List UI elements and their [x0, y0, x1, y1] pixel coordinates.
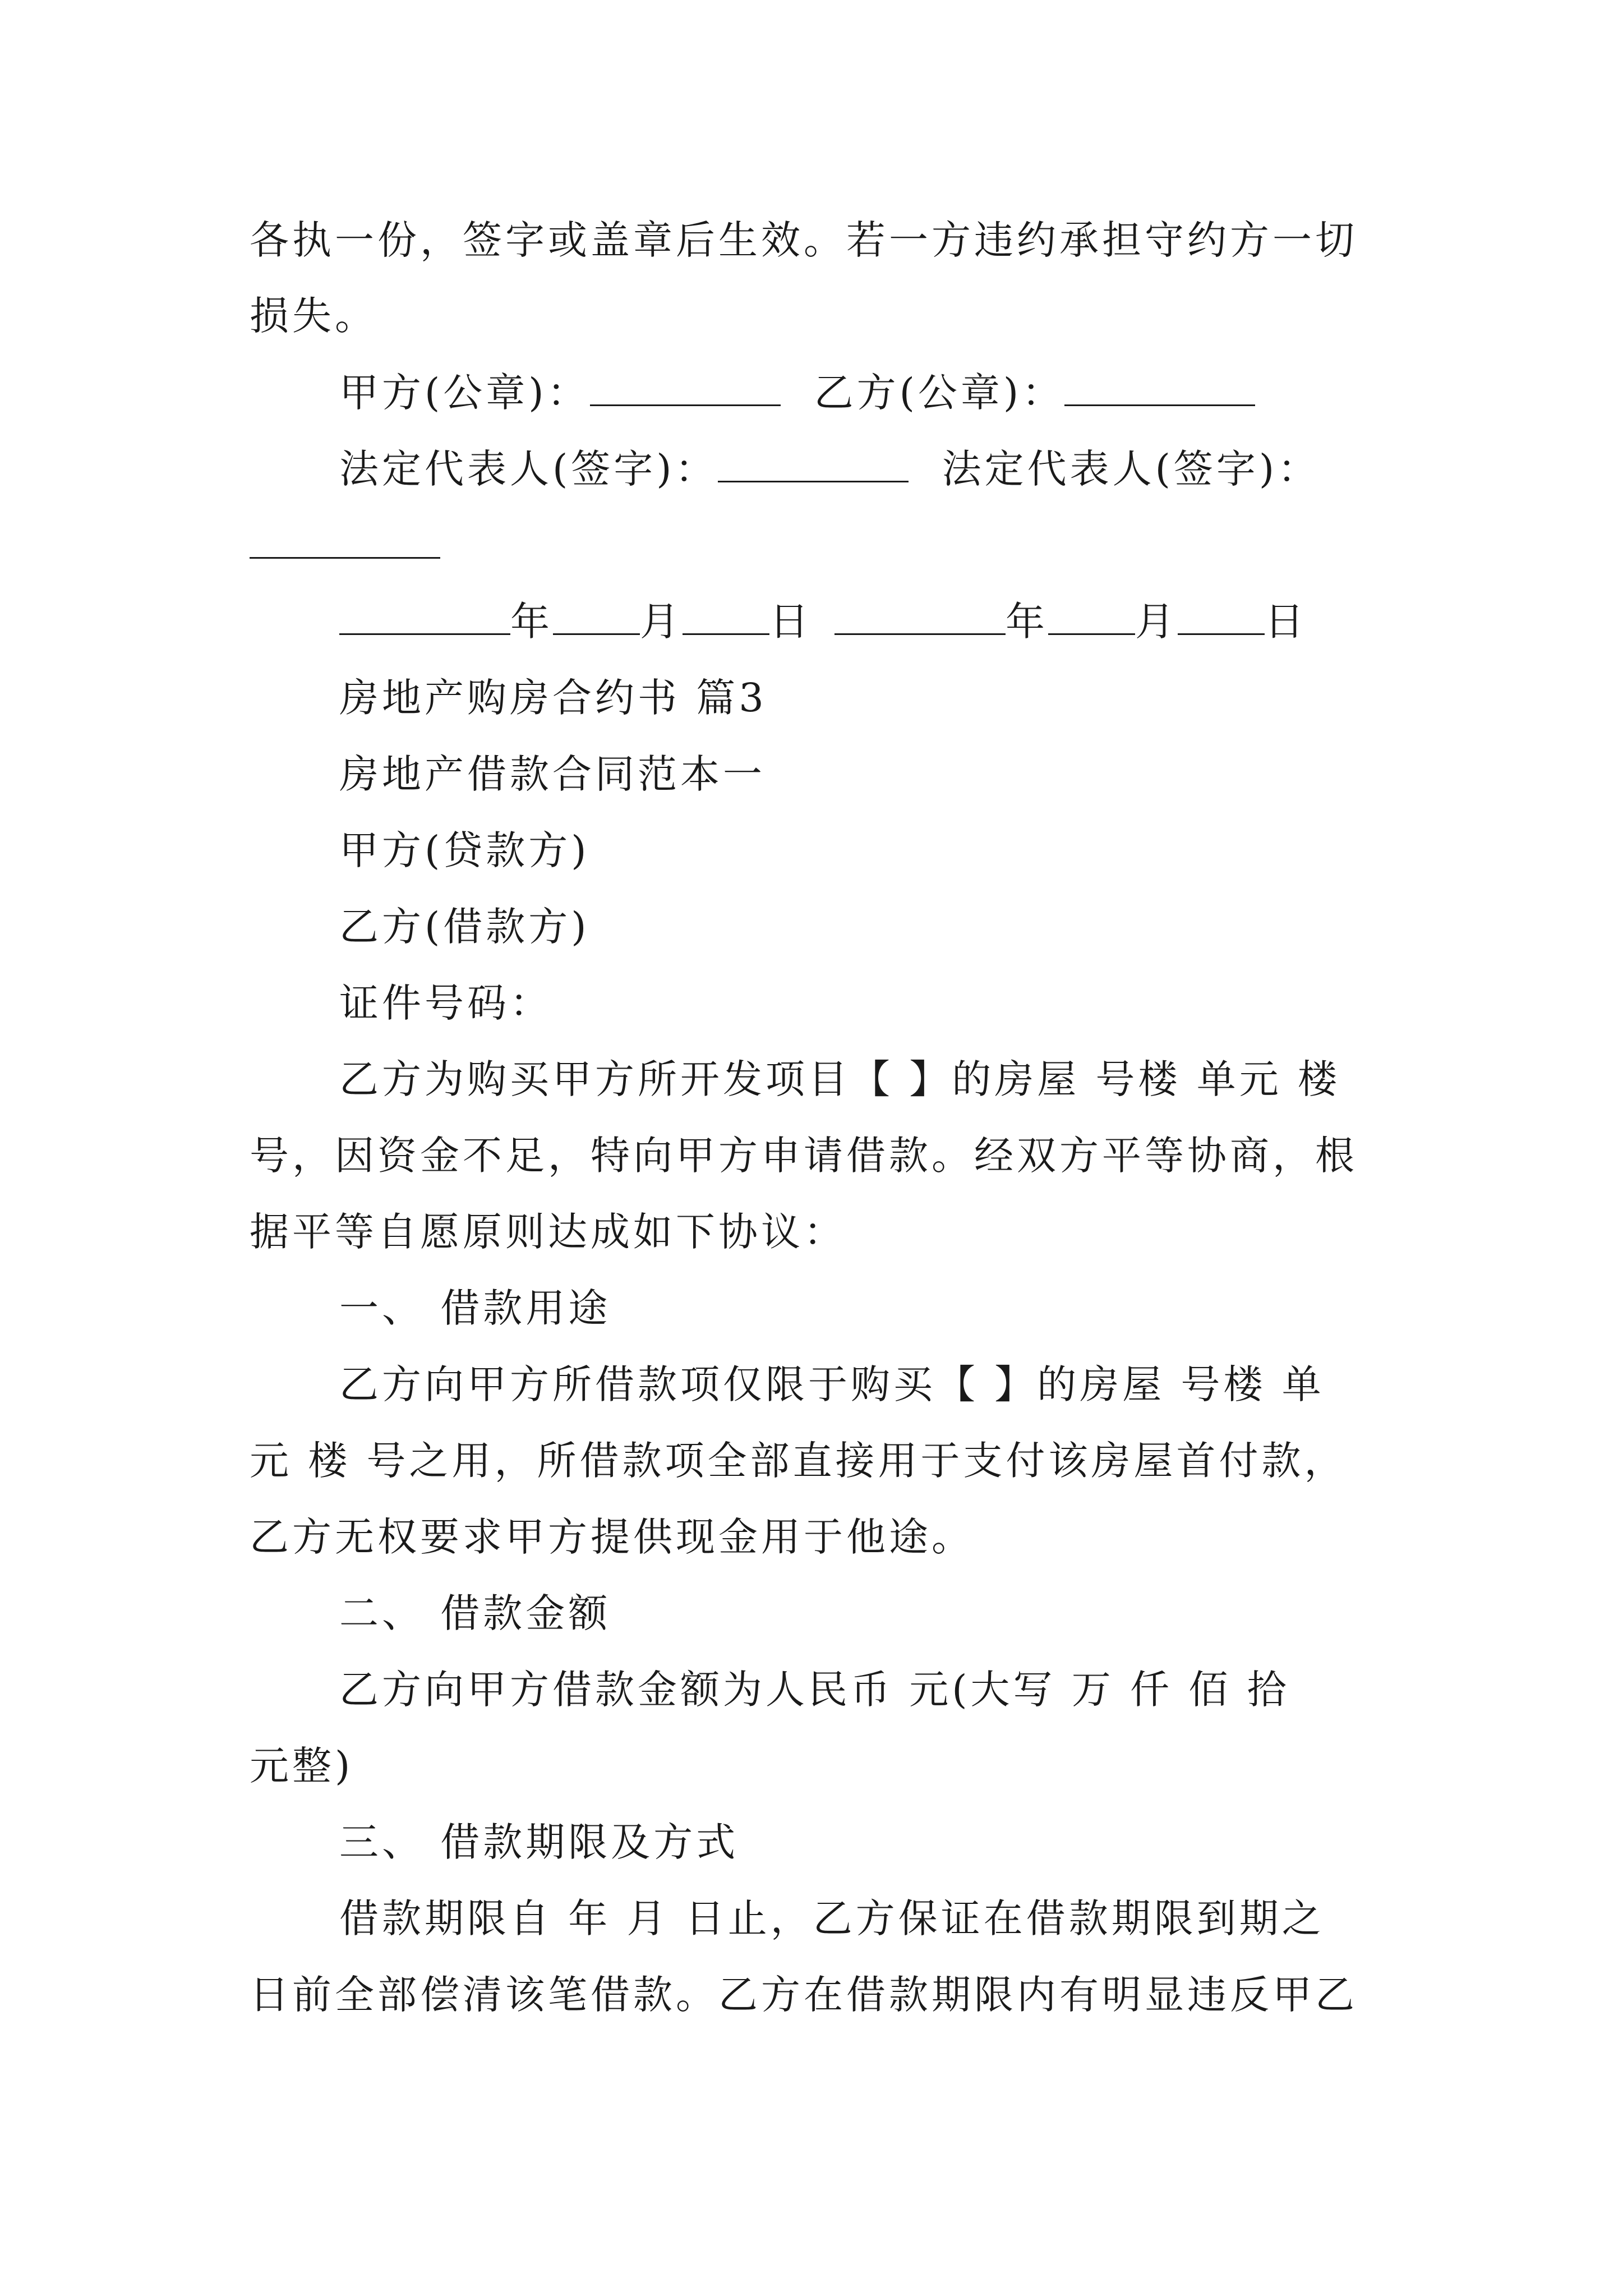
- party-a-rep-label: 法定代表人(签字)：: [339, 446, 718, 492]
- date-a-year-blank: [339, 600, 510, 635]
- paragraph-line: 各执一份，签字或盖章后生效。若一方违约承担守约方一切: [250, 217, 1358, 263]
- party-a-seal-blank: [590, 371, 781, 406]
- signature-row-representative: [339, 444, 1320, 494]
- clause-heading: 三、 借款期限及方式: [339, 1819, 739, 1865]
- party-b-rep-label: 法定代表人(签字)：: [942, 446, 1321, 492]
- paragraph-line: 乙方向甲方所借款项仅限于购买【 】的房屋 号楼 单: [339, 1361, 1325, 1407]
- paragraph-line: 据平等自愿原则达成如下协议：: [250, 1209, 846, 1255]
- date-a-day-blank: [683, 600, 769, 635]
- party-a-rep-blank: [718, 447, 909, 482]
- date-b-month-blank: [1048, 600, 1135, 635]
- paragraph-line: 损失。: [250, 293, 377, 339]
- party-a-seal-label: 甲方(公章)：: [339, 370, 590, 416]
- paragraph-line: 借款期限自 年 月 日止，乙方保证在借款期限到期之: [339, 1895, 1325, 1941]
- party-b-seal-blank: [1064, 371, 1255, 406]
- signature-row-seal: [339, 367, 1255, 418]
- party-b-seal-label: 乙方(公章)：: [814, 370, 1065, 416]
- party-b-rep-blank: [250, 523, 440, 559]
- contract-subtitle: 房地产借款合同范本一: [339, 751, 766, 797]
- paragraph-line: 号，因资金不足，特向甲方申请借款。经双方平等协商，根: [250, 1133, 1358, 1179]
- date-a-day-label: 日: [769, 599, 812, 645]
- paragraph-line: 日前全部偿清该笔借款。乙方在借款期限内有明显违反甲乙: [250, 1972, 1358, 2018]
- clause-heading: 一、 借款用途: [339, 1285, 611, 1331]
- paragraph-line: 乙方为购买甲方所开发项目【 】的房屋 号楼 单元 楼: [339, 1056, 1341, 1102]
- paragraph-line: 乙方无权要求甲方提供现金用于他途。: [250, 1514, 974, 1560]
- signature-row-continuation: [250, 520, 440, 570]
- date-a-month-label: 月: [640, 599, 683, 645]
- date-b-year-blank: [834, 600, 1006, 635]
- id-number-line: 证件号码：: [339, 980, 552, 1026]
- date-row: [339, 596, 1307, 647]
- paragraph-line: 元 楼 号之用，所借款项全部直接用于支付该房屋首付款，: [250, 1438, 1347, 1484]
- date-a-month-blank: [553, 600, 640, 635]
- party-b-line: 乙方(借款方): [339, 904, 590, 950]
- clause-heading: 二、 借款金额: [339, 1590, 611, 1636]
- paragraph-line: 元整): [250, 1743, 354, 1789]
- date-b-day-label: 日: [1265, 599, 1307, 645]
- date-b-year-label: 年: [1006, 599, 1048, 645]
- date-b-day-blank: [1178, 600, 1265, 635]
- paragraph-line: 乙方向甲方借款金额为人民币 元(大写 万 仟 佰 拾: [339, 1667, 1290, 1713]
- section-title: 房地产购房合约书 篇3: [339, 675, 767, 721]
- date-a-year-label: 年: [510, 599, 553, 645]
- date-b-month-label: 月: [1135, 599, 1178, 645]
- party-a-line: 甲方(贷款方): [339, 827, 590, 873]
